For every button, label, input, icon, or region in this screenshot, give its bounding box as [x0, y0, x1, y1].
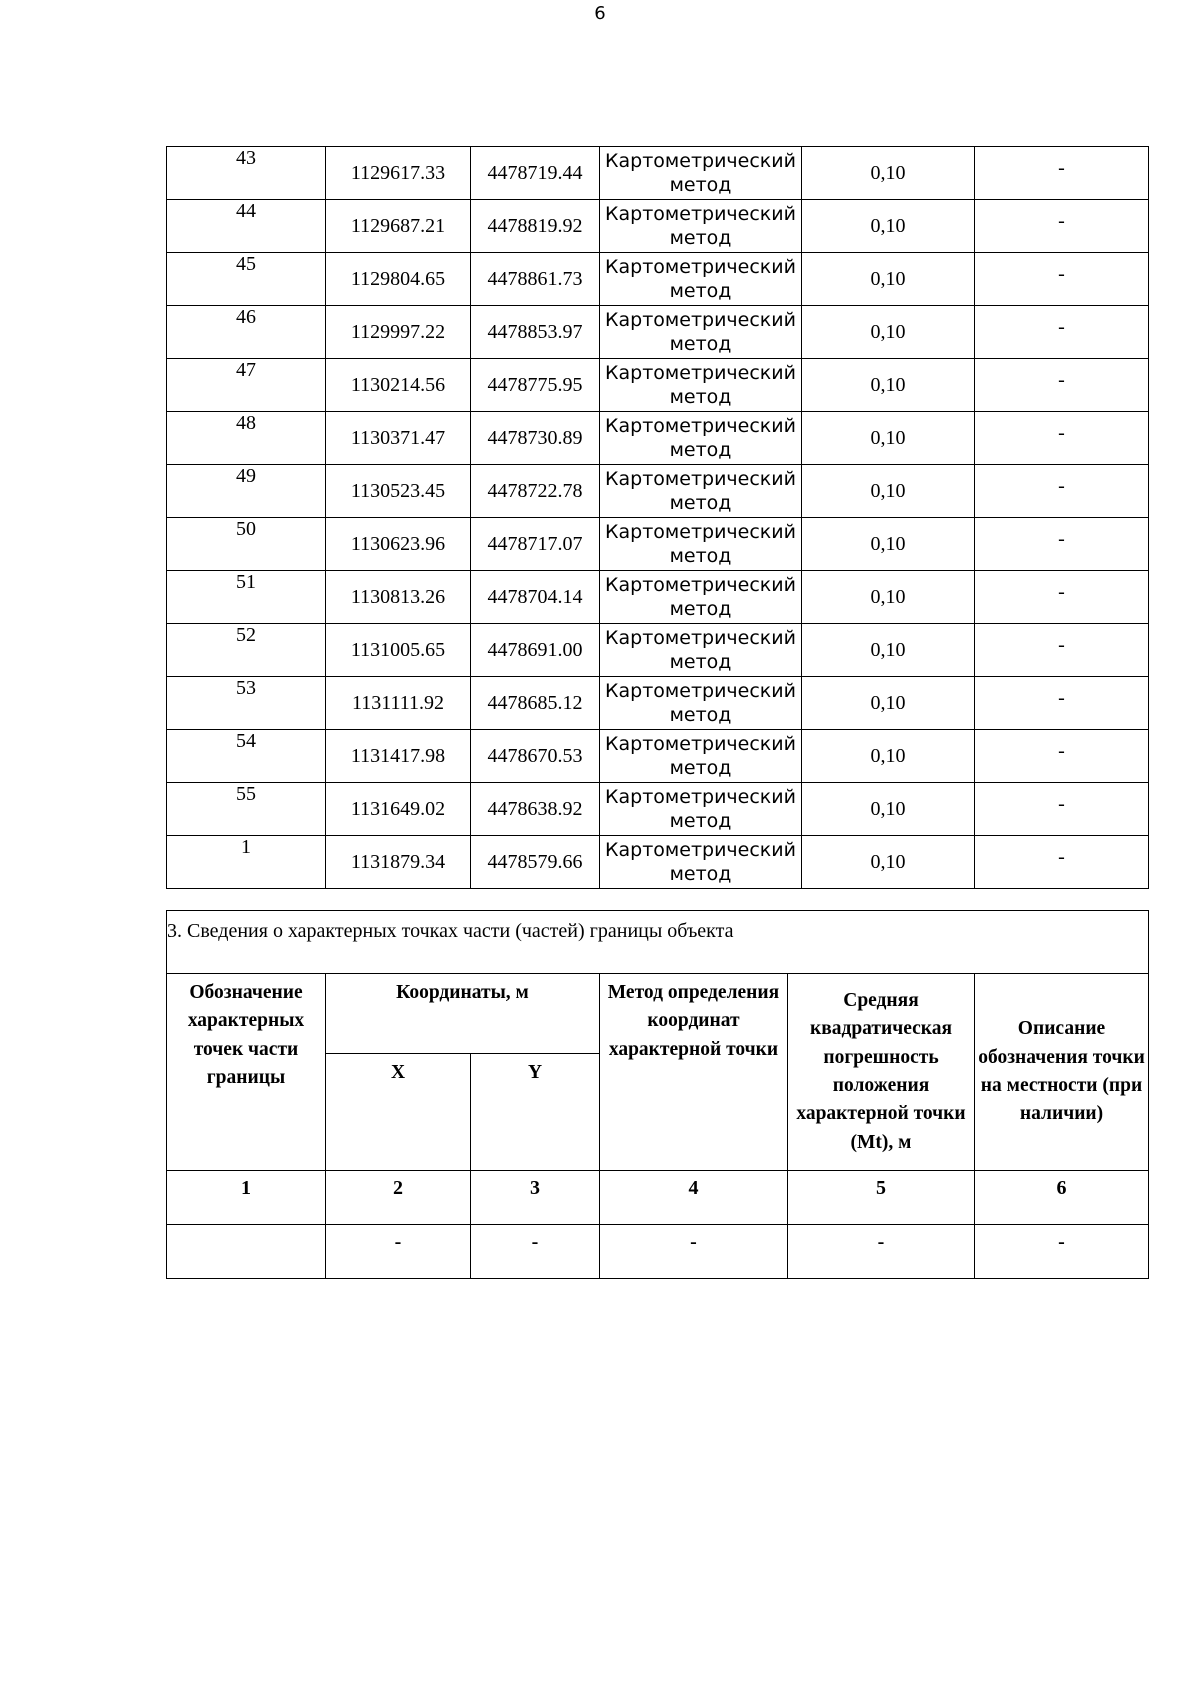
accuracy-cell: 0,10: [802, 836, 975, 889]
coordinate-x: 1131649.02: [326, 783, 471, 836]
column-number: 1: [167, 1171, 326, 1225]
coordinate-x: 1129687.21: [326, 200, 471, 253]
table-cell: [167, 1225, 326, 1279]
method-cell: Картометрический метод: [600, 200, 802, 253]
point-number: 55: [167, 783, 326, 836]
section-title: 3. Сведения о характерных точках части (частей) границы объекта: [167, 911, 1149, 974]
coordinate-x: 1129804.65: [326, 253, 471, 306]
accuracy-cell: 0,10: [802, 147, 975, 200]
description-cell: -: [975, 783, 1149, 836]
point-number: 50: [167, 518, 326, 571]
table-row: [167, 359, 1149, 412]
coordinate-y: 4478730.89: [471, 412, 600, 465]
coordinate-y: 4478670.53: [471, 730, 600, 783]
coordinates-table: [166, 146, 1149, 889]
method-cell: Картометрический метод: [600, 147, 802, 200]
point-number: 47: [167, 359, 326, 412]
coordinate-x: 1130214.56: [326, 359, 471, 412]
description-cell: -: [975, 518, 1149, 571]
table-row: [167, 836, 1149, 889]
header-description: Описание обозначения точки на местности (при наличии): [975, 974, 1149, 1171]
point-number: 1: [167, 836, 326, 889]
table-cell: -: [788, 1225, 975, 1279]
header-coordinates: Координаты, м: [326, 974, 600, 1054]
table-row: [167, 465, 1149, 518]
accuracy-cell: 0,10: [802, 677, 975, 730]
table-row: [167, 624, 1149, 677]
method-cell: Картометрический метод: [600, 677, 802, 730]
coordinate-y: 4478861.73: [471, 253, 600, 306]
column-number: 5: [788, 1171, 975, 1225]
description-cell: -: [975, 677, 1149, 730]
table-row: [167, 306, 1149, 359]
coordinate-x: 1129997.22: [326, 306, 471, 359]
header-x: X: [326, 1054, 471, 1171]
header-accuracy: Средняя квадратическая погрешность положения характерной точки (Mt), м: [788, 974, 975, 1171]
table-row: [167, 518, 1149, 571]
header-y: Y: [471, 1054, 600, 1171]
point-number: 54: [167, 730, 326, 783]
coordinate-x: 1131879.34: [326, 836, 471, 889]
coordinate-x: 1130623.96: [326, 518, 471, 571]
point-number: 53: [167, 677, 326, 730]
accuracy-cell: 0,10: [802, 359, 975, 412]
table-row: [167, 200, 1149, 253]
coordinate-x: 1131111.92: [326, 677, 471, 730]
description-cell: -: [975, 571, 1149, 624]
accuracy-cell: 0,10: [802, 465, 975, 518]
method-cell: Картометрический метод: [600, 624, 802, 677]
description-cell: -: [975, 359, 1149, 412]
coordinate-y: 4478853.97: [471, 306, 600, 359]
method-cell: Картометрический метод: [600, 465, 802, 518]
accuracy-cell: 0,10: [802, 730, 975, 783]
table-row: [167, 147, 1149, 200]
coordinate-y: 4478638.92: [471, 783, 600, 836]
table-cell: -: [471, 1225, 600, 1279]
table-cell: -: [326, 1225, 471, 1279]
method-cell: Картометрический метод: [600, 412, 802, 465]
table-row: [167, 412, 1149, 465]
description-cell: -: [975, 730, 1149, 783]
coordinate-x: 1130523.45: [326, 465, 471, 518]
method-cell: Картометрический метод: [600, 730, 802, 783]
accuracy-cell: 0,10: [802, 306, 975, 359]
coordinate-x: 1130813.26: [326, 571, 471, 624]
coordinate-x: 1131005.65: [326, 624, 471, 677]
method-cell: Картометрический метод: [600, 836, 802, 889]
coordinate-x: 1129617.33: [326, 147, 471, 200]
accuracy-cell: 0,10: [802, 412, 975, 465]
column-number: 2: [326, 1171, 471, 1225]
accuracy-cell: 0,10: [802, 253, 975, 306]
description-cell: -: [975, 624, 1149, 677]
description-cell: -: [975, 412, 1149, 465]
coordinate-y: 4478717.07: [471, 518, 600, 571]
coordinate-x: 1131417.98: [326, 730, 471, 783]
description-cell: -: [975, 836, 1149, 889]
table-row: [167, 783, 1149, 836]
table-row: [167, 571, 1149, 624]
column-number: 3: [471, 1171, 600, 1225]
point-number: 43: [167, 147, 326, 200]
point-number: 52: [167, 624, 326, 677]
coordinate-y: 4478579.66: [471, 836, 600, 889]
method-cell: Картометрический метод: [600, 253, 802, 306]
boundary-parts-table: [166, 910, 1149, 1279]
description-cell: -: [975, 306, 1149, 359]
point-number: 51: [167, 571, 326, 624]
point-number: 46: [167, 306, 326, 359]
point-number: 49: [167, 465, 326, 518]
header-point-designation: Обозначение характерных точек части границы: [167, 974, 326, 1171]
column-number: 4: [600, 1171, 788, 1225]
method-cell: Картометрический метод: [600, 359, 802, 412]
coordinate-y: 4478685.12: [471, 677, 600, 730]
method-cell: Картометрический метод: [600, 571, 802, 624]
coordinate-y: 4478722.78: [471, 465, 600, 518]
description-cell: -: [975, 200, 1149, 253]
description-cell: -: [975, 465, 1149, 518]
coordinate-x: 1130371.47: [326, 412, 471, 465]
description-cell: -: [975, 253, 1149, 306]
method-cell: Картометрический метод: [600, 518, 802, 571]
page-number: 6: [594, 3, 606, 24]
table-row: [167, 253, 1149, 306]
accuracy-cell: 0,10: [802, 571, 975, 624]
table-row: [167, 730, 1149, 783]
accuracy-cell: 0,10: [802, 624, 975, 677]
coordinate-y: 4478719.44: [471, 147, 600, 200]
point-number: 48: [167, 412, 326, 465]
coordinate-y: 4478691.00: [471, 624, 600, 677]
coordinate-y: 4478775.95: [471, 359, 600, 412]
point-number: 45: [167, 253, 326, 306]
header-method: Метод определения координат характерной точки: [600, 974, 788, 1171]
point-number: 44: [167, 200, 326, 253]
accuracy-cell: 0,10: [802, 200, 975, 253]
coordinates-table-body: [167, 147, 1149, 889]
method-cell: Картометрический метод: [600, 783, 802, 836]
accuracy-cell: 0,10: [802, 518, 975, 571]
method-cell: Картометрический метод: [600, 306, 802, 359]
coordinate-y: 4478704.14: [471, 571, 600, 624]
description-cell: -: [975, 147, 1149, 200]
accuracy-cell: 0,10: [802, 783, 975, 836]
table-cell: -: [975, 1225, 1149, 1279]
coordinate-y: 4478819.92: [471, 200, 600, 253]
table-row: [167, 677, 1149, 730]
column-number: 6: [975, 1171, 1149, 1225]
table-cell: -: [600, 1225, 788, 1279]
